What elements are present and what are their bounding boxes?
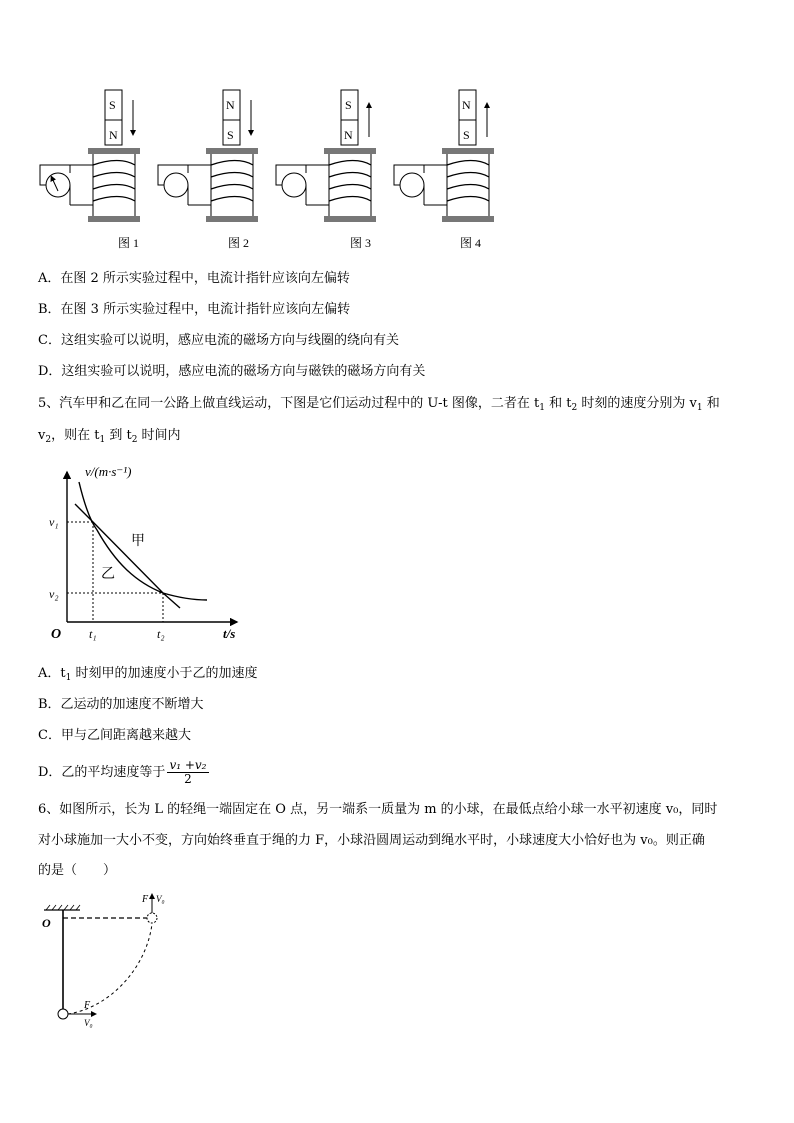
magnet-1-top: S — [109, 98, 116, 112]
figure-2-label: 图 2 — [228, 236, 250, 250]
ball-right — [147, 913, 157, 923]
q6-pendulum-figure — [38, 890, 188, 1035]
velocity-label-bottom: V₀ — [84, 1018, 93, 1028]
q6-stem-line1: 6、如图所示，长为 L 的轻绳一端固定在 O 点，另一端系一质量为 m 的小球，在最低点给小球一水平初速度 v₀，同时 — [38, 802, 718, 817]
figure-4-label: 图 4 — [460, 236, 482, 250]
figure-3 — [276, 90, 376, 222]
q5-option-d: D．乙的平均速度等于 $\frac{\text{v₁ +v₂}}{2}$ — [38, 758, 207, 786]
series-yi-label: 乙 — [101, 567, 115, 582]
tick-v1: v₁ — [49, 515, 59, 529]
magnet-3-top: S — [345, 98, 352, 112]
figure-1-label: 图 1 — [118, 236, 140, 250]
magnet-4-bottom: S — [463, 128, 470, 142]
figure-3-label: 图 3 — [350, 236, 372, 250]
q6-stem-line3: 的是（ ） — [38, 863, 117, 878]
magnet-4-top: N — [462, 98, 471, 112]
vt-chart — [45, 462, 250, 644]
tick-t1: t₁ — [89, 627, 97, 641]
q5-option-b: B．乙运动的加速度不断增大 — [38, 697, 204, 712]
force-label-top: F — [142, 894, 149, 905]
figure-1 — [40, 90, 140, 222]
velocity-label-top: V₀ — [156, 894, 165, 904]
figure-2 — [158, 90, 258, 222]
magnet-2-bottom: S — [227, 128, 234, 142]
q5-stem-line2: $v_2$，则在 $t_1$ 到 $t_2$ 时间内 — [38, 428, 181, 445]
figure-4 — [394, 90, 494, 222]
magnet-1-bottom: N — [109, 128, 118, 142]
q4-option-a: A．在图 2 所示实验过程中，电流计指针应该向左偏转 — [38, 271, 350, 286]
series-jia-label: 甲 — [131, 534, 145, 549]
tick-t2: t₂ — [157, 627, 165, 641]
q4-option-d: D．这组实验可以说明，感应电流的磁场方向与磁铁的磁场方向有关 — [38, 364, 426, 379]
magnet-3-bottom: N — [344, 128, 353, 142]
magnet-2-top: N — [226, 98, 235, 112]
average-velocity-fraction: $\frac{\text{v₁ +v₂}}{2}$ — [169, 758, 207, 786]
q5-option-c: C．甲与乙间距离越来越大 — [38, 728, 191, 743]
ball-bottom — [58, 1009, 68, 1019]
q5-stem-line1: 5、汽车甲和乙在同一公路上做直线运动，下图是它们运动过程中的 U-t 图像，二者在 $t_1$ 和 $t_2$ 时刻的速度分别为 $v_1$ 和 — [38, 396, 720, 413]
tick-v2: v₂ — [49, 587, 59, 601]
x-axis-label: t/s — [223, 626, 236, 641]
force-label-bottom: F — [84, 1000, 91, 1011]
q4-option-b: B．在图 3 所示实验过程中，电流计指针应该向左偏转 — [38, 302, 351, 317]
q5-option-a: A．$t_1$ 时刻甲的加速度小于乙的加速度 — [38, 666, 258, 683]
solenoid-figures — [30, 85, 510, 255]
q6-stem-line2: 对小球施加一大小不变，方向始终垂直于绳的力 F，小球沿圆周运动到绳水平时，小球速度大小恰好也为 v₀。则正确 — [38, 833, 705, 848]
q4-option-c: C．这组实验可以说明，感应电流的磁场方向与线圈的绕向有关 — [38, 333, 399, 348]
y-axis-label: v/(m·s⁻¹) — [85, 464, 132, 479]
trajectory-arc — [68, 924, 152, 1014]
pivot-label: O — [42, 916, 51, 930]
origin-label: O — [51, 627, 62, 642]
